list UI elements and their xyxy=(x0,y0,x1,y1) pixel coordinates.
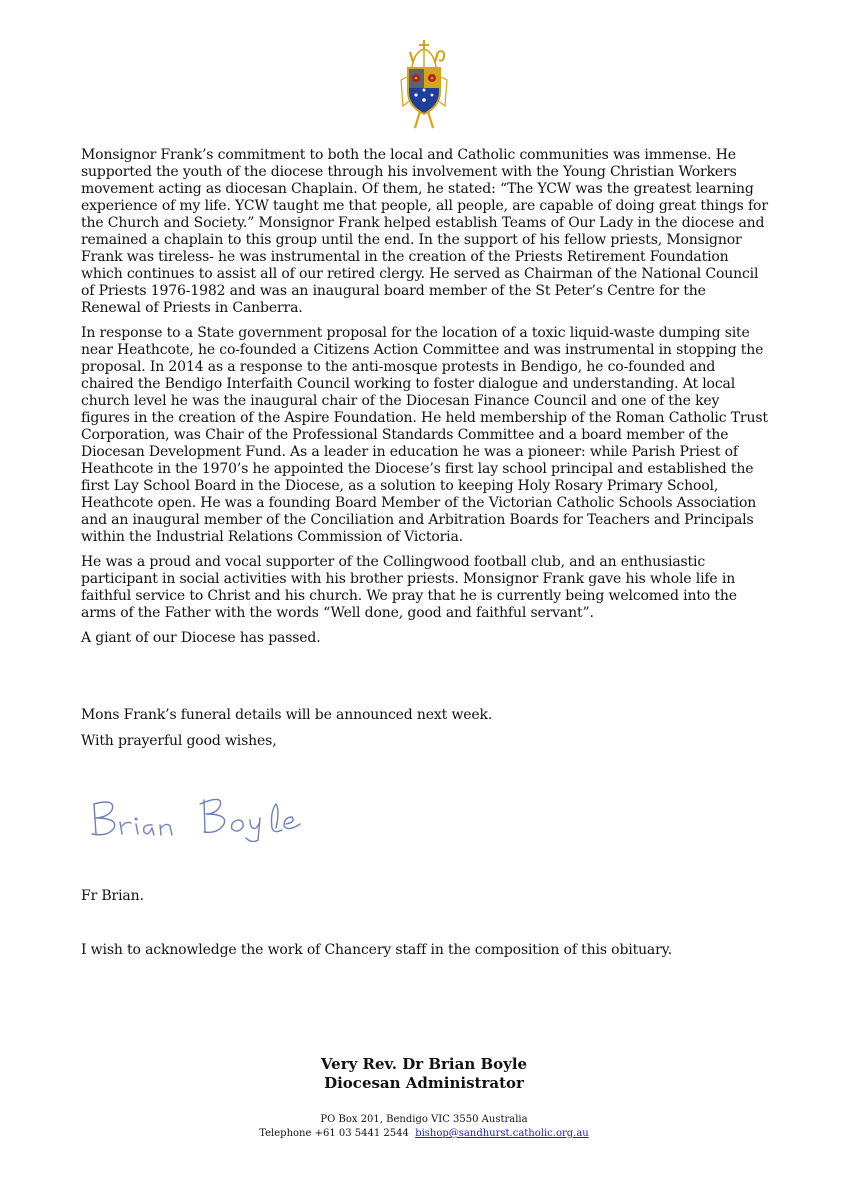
diocese-crest-logo xyxy=(395,40,453,130)
signatory-name: Very Rev. Dr Brian Boyle xyxy=(320,1055,528,1073)
sign-off: Fr Brian. xyxy=(81,888,144,904)
postal-address: PO Box 201, Bendigo VIC 3550 Australia xyxy=(320,1114,528,1125)
paragraph-commitment: Monsignor Frank’s commitment to both the local and Catholic communities was immense. He supported the youth of the diocese through his involvement with the Young Christian Workers movement acting as diocesan Chaplain. Of them, he stated: “The YCW was the greatest learning experience of my life. YCW taught me that people, all people, are capable of doing great things for the Church and Society.” Monsignor Frank helped establish Teams of Our Lady in the diocese and remained a chaplain to this group until the end. In the support of his fellow priests, Monsignor Frank was tireless- he was instrumental in the creation of the Priests Retirement Foundation which continues to assist all of our retired clergy. He served as Chairman of the National Council of Priests 1976-1982 and was an inaugural board member of the St Peter’s Centre for the Renewal of Priests in Canberra. xyxy=(81,147,768,316)
contact-line xyxy=(0,1127,848,1140)
handwritten-signature xyxy=(86,792,336,842)
signatory-title: Diocesan Administrator xyxy=(324,1074,524,1092)
letter-body xyxy=(81,147,769,655)
email-link[interactable]: bishop@sandhurst.catholic.org.au xyxy=(415,1128,589,1139)
paragraph-giant: A giant of our Diocese has passed. xyxy=(81,630,321,646)
paragraph-community-work: In response to a State government proposal for the location of a toxic liquid-waste dumping site near Heathcote, he co-founded a Citizens Action Committee and was instrumental in stopping the proposal. In 2014 as a response to the anti-mosque protests in Bendigo, he co-founded and chaired the Bendigo Interfaith Council working to foster dialogue and understanding. At local church level he was the inaugural chair of the Diocesan Finance Council and one of the key figures in the creation of the Aspire Foundation. He held membership of the Roman Catholic Trust Corporation, was Chair of the Professional Standards Committee and a board member of the Diocesan Development Fund. As a leader in education he was a pioneer: while Parish Priest of Heathcote in the 1970’s he appointed the Diocese’s first lay school principal and established the first Lay School Board in the Diocese, as a solution to keeping Holy Rosary Primary School, Heathcote open. He was a founding Board Member of the Victorian Catholic Schools Association and an inaugural member of the Conciliation and Arbitration Boards for Teachers and Principals within the Industrial Relations Commission of Victoria. xyxy=(81,325,768,545)
acknowledgement: I wish to acknowledge the work of Chancery staff in the composition of this obituary. xyxy=(81,942,672,958)
paragraph-personal: He was a proud and vocal supporter of the Collingwood football club, and an enthusiastic participant in social activities with his brother priests. Monsignor Frank gave his whole life in faithful service to Christ and his church. We pray that he is currently being welcomed into the arms of the Father with the words “Well done, good and faithful servant”. xyxy=(81,554,737,621)
telephone: Telephone +61 03 5441 2544 xyxy=(259,1128,409,1139)
closing-line: With prayerful good wishes, xyxy=(81,733,277,749)
funeral-note: Mons Frank’s funeral details will be announced next week. xyxy=(81,707,493,723)
